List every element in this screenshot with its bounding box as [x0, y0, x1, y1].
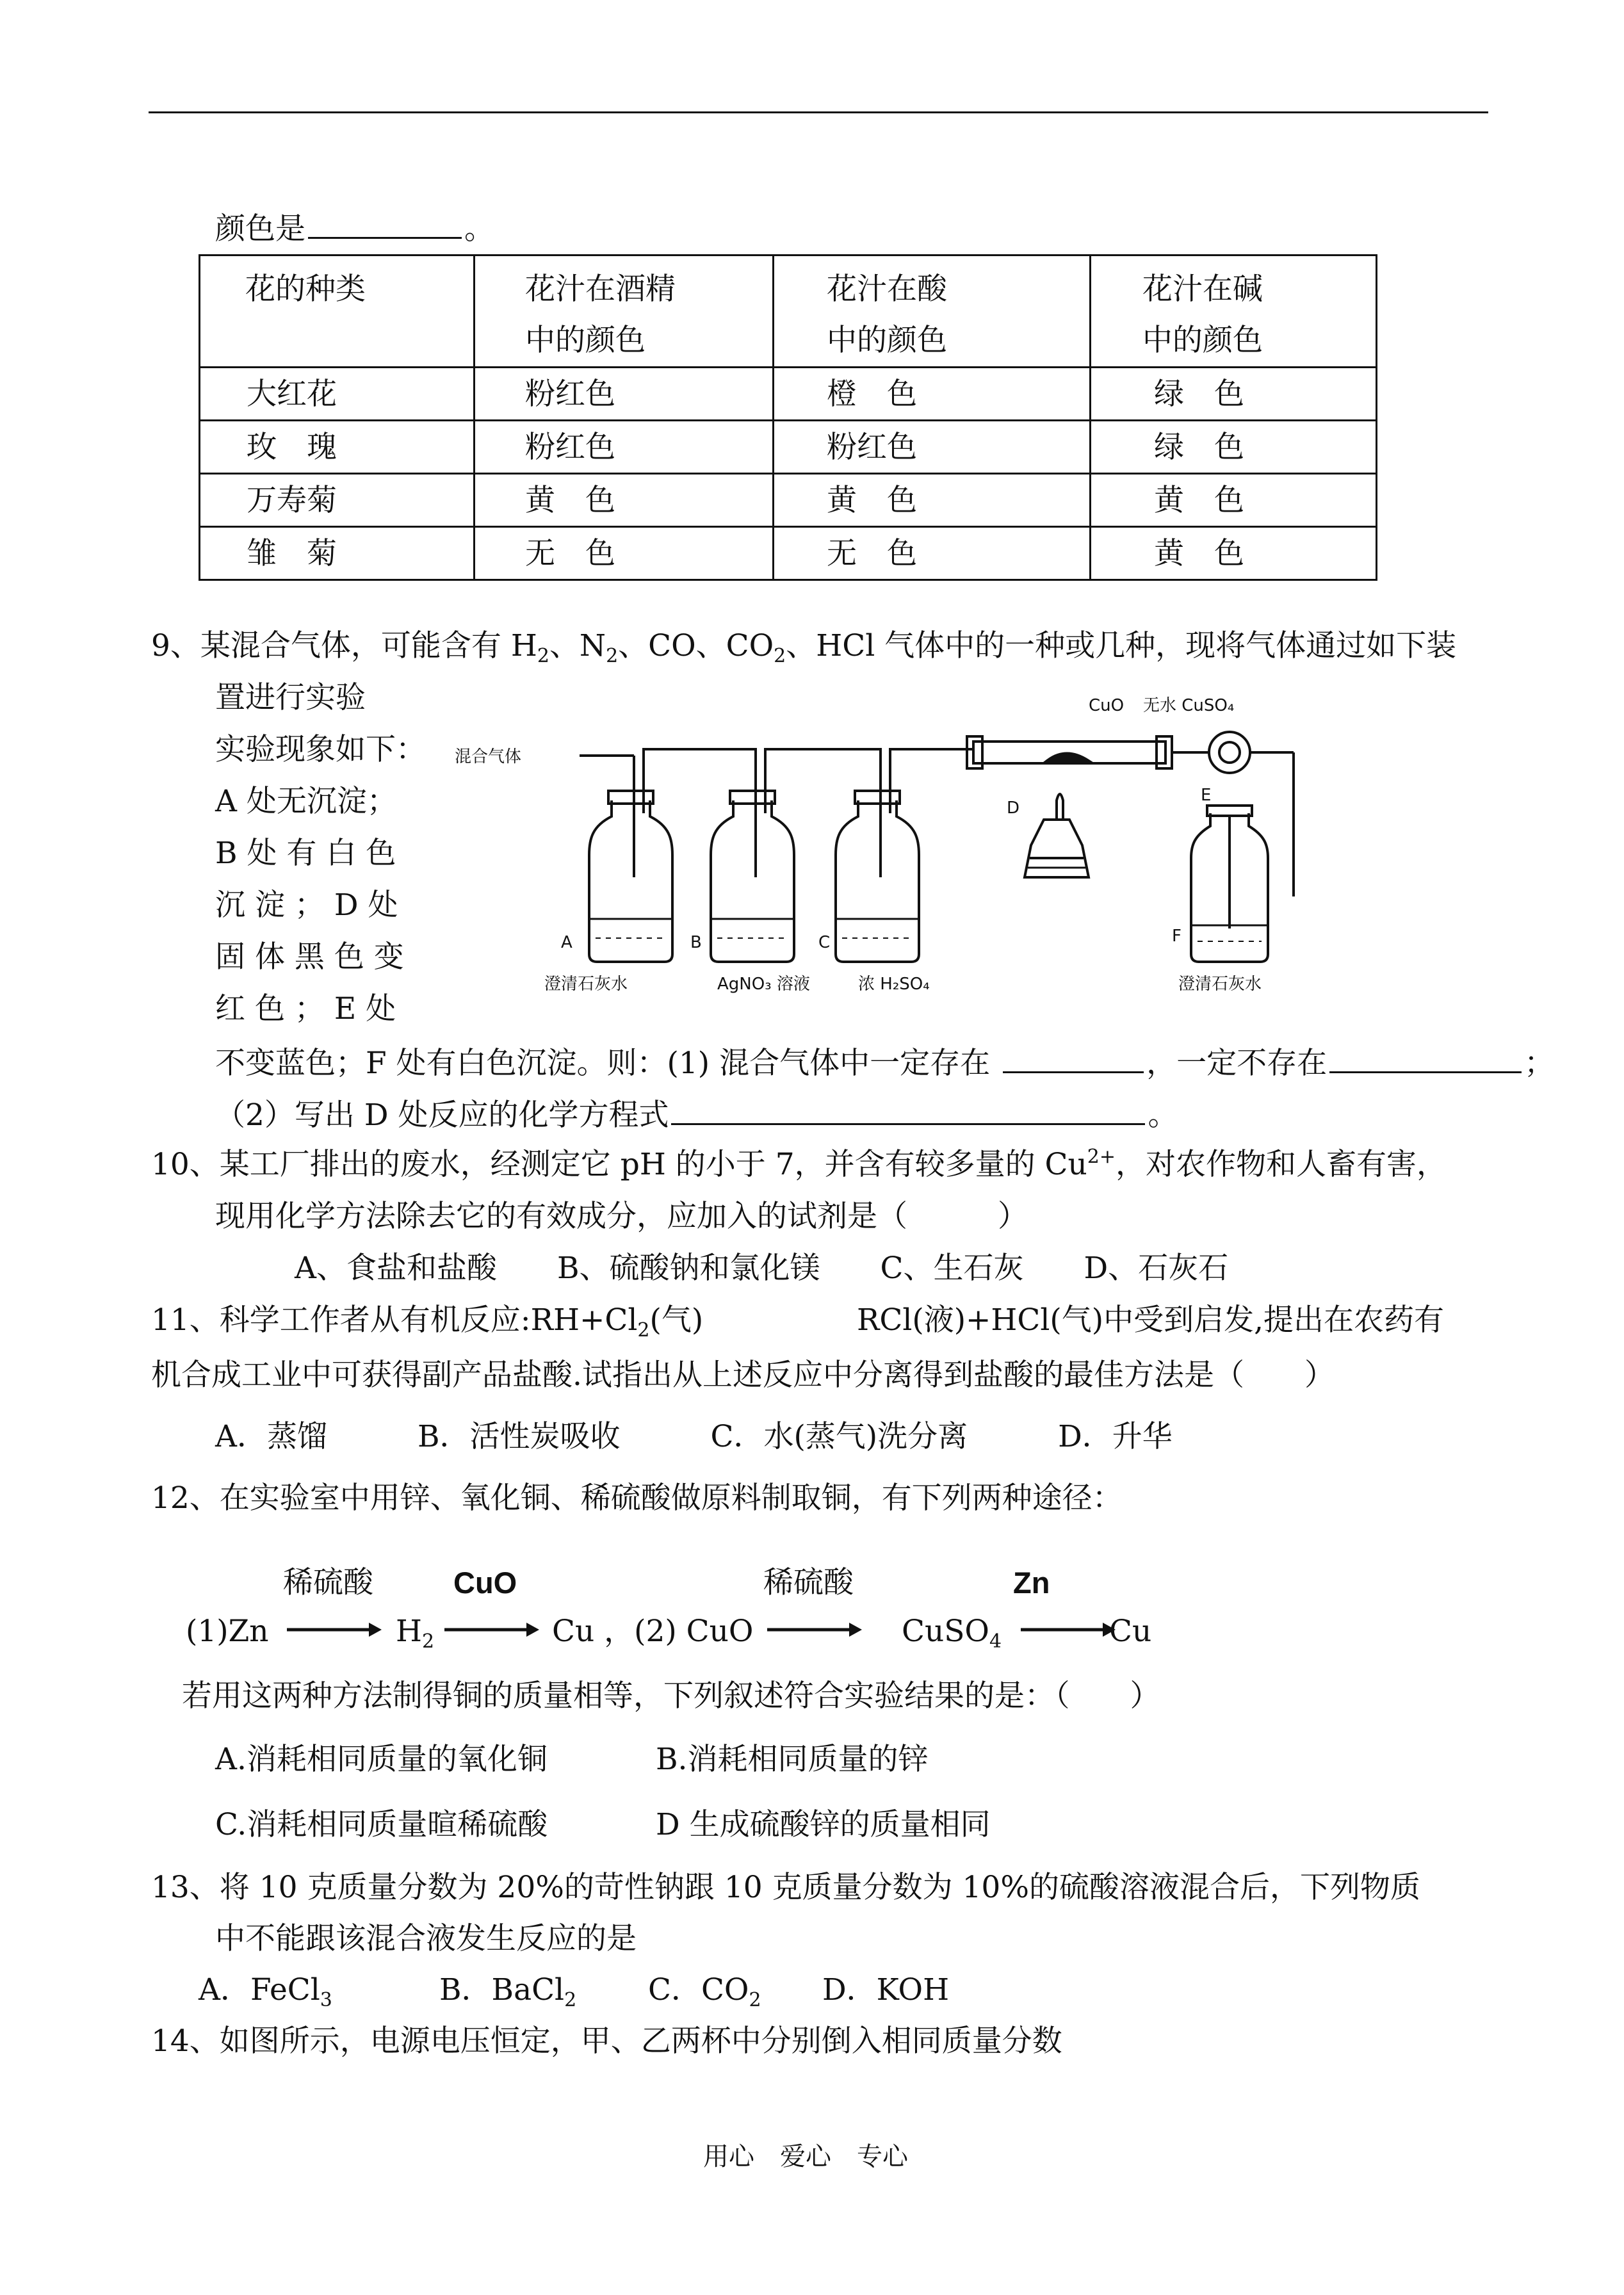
- table-cell: 雏 菊: [200, 527, 475, 580]
- table-cell: 无 色: [475, 527, 774, 580]
- q10-line2: 现用化学方法除去它的有效成分，应加入的试剂是（ ）: [215, 1199, 1028, 1234]
- table-header-row: [200, 255, 1377, 368]
- reagent-zn: Zn: [1013, 1566, 1050, 1600]
- arrow-icon: [1021, 1620, 1117, 1639]
- label-a: A: [561, 933, 572, 952]
- q11-line1: 11、科学工作者从有机反应$:RH+Cl_2$(气): [151, 1302, 704, 1342]
- table-row: [200, 474, 1377, 527]
- q13-option-b: B．BaCl$_2$: [439, 1972, 577, 2011]
- gas-label: 混合气体: [455, 747, 522, 766]
- arrow-icon: [287, 1620, 383, 1639]
- q13-option-a: A．FeCl$_3$: [199, 1972, 332, 2011]
- table-cell: 万寿菊: [200, 474, 475, 527]
- bottle-f-label: 澄清石灰水: [1178, 975, 1262, 994]
- table-cell: 玫 瑰: [200, 421, 475, 474]
- gas-apparatus-diagram: [448, 685, 1332, 999]
- q9-phenomenon-2: A 处无沉淀；: [215, 784, 397, 819]
- route-cuso4: CuSO$_4$: [902, 1614, 1002, 1653]
- table-cell: 粉红色: [475, 421, 774, 474]
- q11-line1-continued: RCl(液)+HCl(气)中受到启发,提出在农药有: [857, 1302, 1445, 1338]
- table-header-cell: 花的种类: [200, 255, 475, 368]
- q9-equation-line: （2）写出 D 处反应的化学方程式 。: [215, 1098, 1178, 1133]
- table-header-cell: 花汁在碱 中的颜色: [1091, 255, 1377, 368]
- q11-options: A．蒸馏 B．活性炭吸收 C．水(蒸气)洗分离 D．升华: [215, 1419, 1173, 1454]
- reagent-cuo: CuO: [453, 1566, 517, 1600]
- q12-option-a: A.消耗相同质量的氧化铜: [215, 1742, 548, 1777]
- bottle-a-label: 澄清石灰水: [544, 975, 628, 994]
- q9-line2: 置进行实验: [215, 680, 366, 715]
- q12-option-c: C.消耗相同质量暄稀硫酸: [215, 1807, 548, 1842]
- table-cell: 黄 色: [774, 474, 1091, 527]
- table-cell: 橙 色: [774, 368, 1091, 421]
- q12-question: 若用这两种方法制得铜的质量相等，下列叙述符合实验结果的是：（ ）: [182, 1678, 1160, 1714]
- answer-blank-absent[interactable]: [1329, 1046, 1522, 1073]
- q9-phenomenon-5: 固 体 黑 色 变: [215, 939, 404, 975]
- bottle-c-label: 浓 H₂SO₄: [858, 975, 930, 994]
- colour-question-line: 颜色是 。: [215, 211, 494, 247]
- table-row: [200, 527, 1377, 580]
- answer-blank-present[interactable]: [1003, 1046, 1144, 1073]
- arrow-icon: [444, 1620, 540, 1639]
- answer-blank-equation[interactable]: [671, 1098, 1145, 1125]
- q13-option-c: C．$CO_2$: [648, 1972, 761, 2011]
- label-d: D: [1007, 799, 1020, 818]
- table-header-cell: 花汁在酸 中的颜色: [774, 255, 1091, 368]
- table-cell: 无 色: [774, 527, 1091, 580]
- q12-option-d: D 生成硫酸锌的质量相同: [656, 1807, 991, 1842]
- q12-line1: 12、在实验室中用锌、氧化铜、稀硫酸做原料制取铜，有下列两种途径：: [151, 1480, 1123, 1516]
- table-cell: 黄 色: [1091, 474, 1377, 527]
- table-row: [200, 421, 1377, 474]
- q12-option-b: B.消耗相同质量的锌: [656, 1742, 929, 1777]
- label-b: B: [690, 933, 702, 952]
- q9-phenomenon-1: 实验现象如下：: [215, 732, 426, 767]
- header-rule: [149, 111, 1488, 113]
- q13-line1: 13、将 10 克质量分数为 20%的苛性钠跟 10 克质量分数为 10%的硫酸溶液混合后，下列物质: [151, 1870, 1420, 1905]
- route-start: (1)Zn: [186, 1614, 269, 1649]
- q9-phenomenon-3: B 处 有 白 色: [215, 836, 396, 871]
- table-cell: 绿 色: [1091, 421, 1377, 474]
- label-c: C: [818, 933, 831, 952]
- cuso4-label: 无水 CuSO₄: [1143, 696, 1235, 715]
- table-row: [200, 368, 1377, 421]
- table-cell: 黄 色: [475, 474, 774, 527]
- q10-line1: 10、某工厂排出的废水，经测定它 pH 的小于 7，并含有较多量的 $Cu^{2+}$，对农作物和人畜有害，: [151, 1146, 1447, 1182]
- table-cell: 粉红色: [774, 421, 1091, 474]
- flower-colour-table: [199, 254, 1377, 581]
- table-cell: 黄 色: [1091, 527, 1377, 580]
- q9-phenomenon-6: 红 色 ； E 处: [215, 991, 396, 1026]
- q14-line1: 14、如图所示，电源电压恒定，甲、乙两杯中分别倒入相同质量分数: [151, 2023, 1062, 2059]
- page-footer: 用心 爱心 专心: [703, 2142, 908, 2171]
- route-cu-and-cuo: Cu ，(2) CuO: [552, 1614, 754, 1649]
- route-h2: $H_2$: [396, 1614, 435, 1653]
- arrow-icon: [767, 1620, 863, 1639]
- table-cell: 粉红色: [475, 368, 774, 421]
- q11-line2: 机合成工业中可获得副产品盐酸.试指出从上述反应中分离得到盐酸的最佳方法是（ ）: [151, 1358, 1335, 1393]
- reagent-dilute-acid-1: 稀硫酸: [283, 1565, 373, 1600]
- route-cu: Cu: [1109, 1614, 1152, 1649]
- q10-options: A、食盐和盐酸 B、硫酸钠和氯化镁 C、生石灰 D、石灰石: [295, 1251, 1229, 1286]
- table-cell: 大红花: [200, 368, 475, 421]
- q13-line2: 中不能跟该混合液发生反应的是: [215, 1921, 637, 1956]
- answer-blank[interactable]: [308, 211, 462, 239]
- q13-option-d: D．KOH: [822, 1972, 950, 2007]
- label-f: F: [1172, 927, 1181, 946]
- table-cell: 绿 色: [1091, 368, 1377, 421]
- bottle-b-label: AgNO₃ 溶液: [717, 975, 810, 994]
- label-e: E: [1201, 786, 1212, 805]
- q9-line1: 9、某混合气体，可能含有 $H_2$、$N_2$、CO、$CO_2$、HCl 气体中的一种或几种，现将气体通过如下装: [151, 628, 1457, 667]
- table-header-cell: 花汁在酒精 中的颜色: [475, 255, 774, 368]
- q9-answer-line: 不变蓝色；F 处有白色沉淀。则：(1) 混合气体中一定存在 ，一定不存在 ；: [215, 1046, 1555, 1081]
- q9-phenomenon-4: 沉 淀 ； D 处: [215, 888, 398, 923]
- cuo-label: CuO: [1089, 696, 1125, 715]
- reagent-dilute-acid-2: 稀硫酸: [763, 1565, 854, 1600]
